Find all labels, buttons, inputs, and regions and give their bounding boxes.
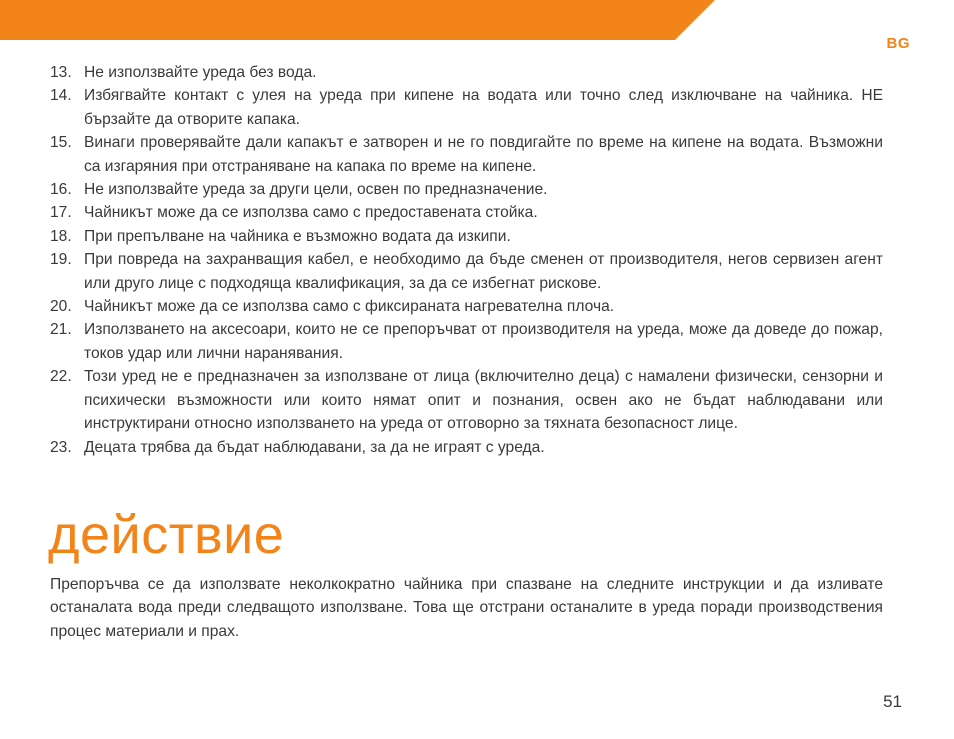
- list-item: [50, 365, 883, 435]
- header-banner: [0, 0, 715, 40]
- item-number: 16.: [50, 181, 72, 199]
- item-number: 21.: [50, 321, 72, 339]
- list-item: [50, 178, 883, 201]
- list-item: [50, 225, 883, 248]
- item-text: Използването на аксесоари, които не се препоръчват от производителя на уреда, може да доведе до пожар, токов удар или лични наранявания.: [84, 321, 883, 362]
- item-text: Избягвайте контакт с улея на уреда при кипене на водата или точно след изключване на чайника. НЕ бързайте да отворите капака.: [84, 87, 883, 128]
- item-number: 17.: [50, 204, 72, 222]
- item-text: Винаги проверявайте дали капакът е затворен и не го повдигайте по време на кипене на водата. Възможни са изгаряния при отстраняване на капака по време на кипене.: [84, 134, 883, 175]
- section-body: Препоръчва се да използвате неколкократно чайника при спазване на следните инструкции и да изливате останалата вода преди следващото използване. Това ще отстрани останалите в уреда поради производствения процес материали и прах.: [50, 576, 883, 640]
- list-item: [50, 131, 883, 178]
- item-text: Децата трябва да бъдат наблюдавани, за да не играят с уреда.: [84, 438, 545, 456]
- page-number: 51: [883, 692, 902, 711]
- item-text: При повреда на захранващия кабел, е необходимо да бъде сменен от производителя, негов сервизен агент или друго лице с подходяща квалификация, за да се избегнат рискове.: [84, 251, 883, 292]
- list-item: [50, 201, 883, 224]
- item-number: 18.: [50, 227, 72, 245]
- item-number: 14.: [50, 87, 72, 105]
- item-number: 20.: [50, 298, 72, 316]
- item-text: Този уред не е предназначен за използване от лица (включително деца) с намалени физически, сензорни и психически възможности или които нямат опит и познания, освен ако не бъдат наблюдавани или инструктирани относно използването на уреда от отговорно за тяхната безопасност лице.: [84, 368, 883, 433]
- item-number: 13.: [50, 64, 72, 81]
- list-item: [50, 436, 883, 459]
- item-text: При препълване на чайника е възможно водата да изкипи.: [84, 227, 511, 245]
- instruction-list: [50, 61, 883, 459]
- item-text: Чайникът може да се използва само с предоставената стойка.: [84, 204, 538, 222]
- language-code: BG: [886, 35, 910, 52]
- item-number: 19.: [50, 251, 72, 269]
- item-number: 23.: [50, 438, 72, 456]
- item-number: 22.: [50, 368, 72, 386]
- item-text: Не използвайте уреда без вода.: [84, 64, 317, 81]
- list-item: [50, 84, 883, 131]
- list-item: [50, 318, 883, 365]
- list-item: [50, 248, 883, 295]
- list-item: [50, 61, 883, 84]
- section-title: действие: [48, 505, 285, 565]
- list-item: [50, 295, 883, 318]
- item-text: Не използвайте уреда за други цели, освен по предназначение.: [84, 181, 548, 199]
- item-number: 15.: [50, 134, 72, 152]
- item-text: Чайникът може да се използва само с фиксираната нагревателна плоча.: [84, 298, 615, 316]
